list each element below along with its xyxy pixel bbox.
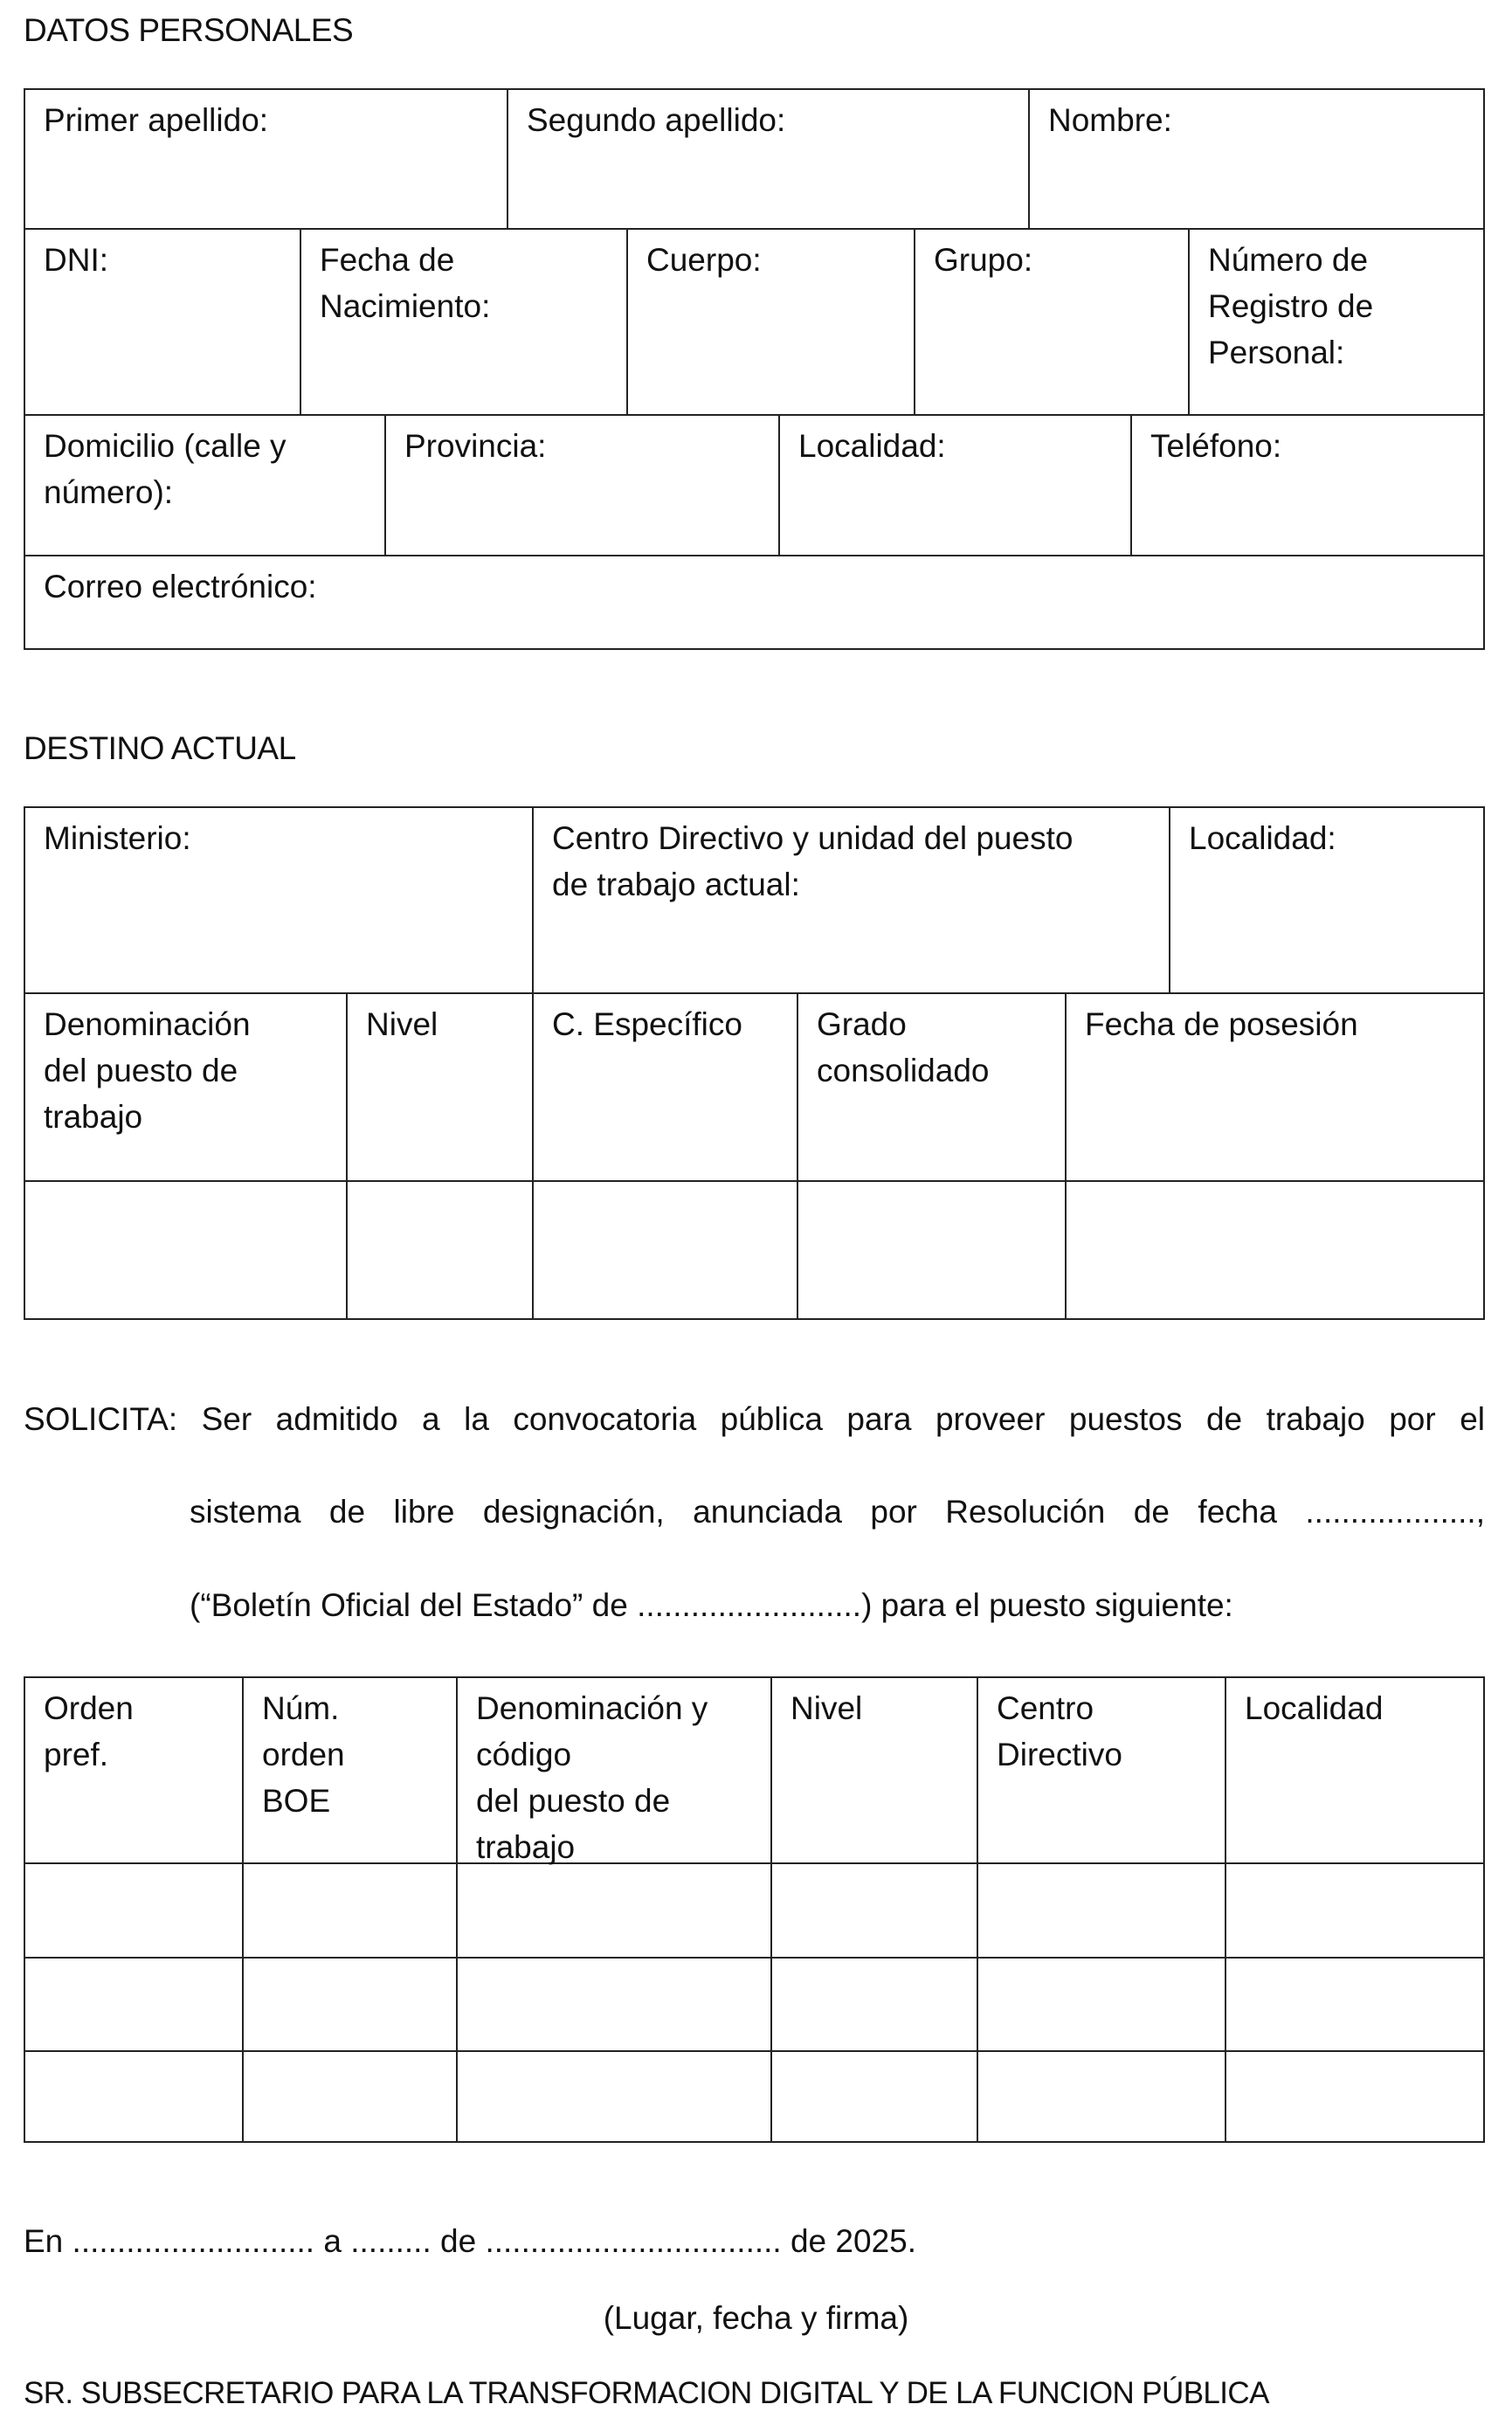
input-nivel-row-3[interactable]: [772, 2052, 978, 2143]
input-localidad-row-3[interactable]: [1226, 2052, 1485, 2143]
input-denominacion-codigo-row-3[interactable]: [458, 2052, 772, 2143]
field-segundo-apellido[interactable]: Segundo apellido:: [508, 90, 1030, 230]
field-centro-directivo[interactable]: Centro Directivo y unidad del puesto de trabajo actual:: [534, 808, 1170, 994]
header-nivel: Nivel: [348, 994, 534, 1182]
header-num-orden-boe: Núm. orden BOE: [244, 1678, 458, 1864]
input-centro-directivo-row-1[interactable]: [978, 1864, 1226, 1959]
field-grupo[interactable]: Grupo:: [915, 230, 1190, 416]
input-localidad-row-1[interactable]: [1226, 1864, 1485, 1959]
input-nivel[interactable]: [348, 1182, 534, 1320]
input-num-orden-boe-row-1[interactable]: [244, 1864, 458, 1959]
header-denominacion: Denominación del puesto de trabajo: [25, 994, 348, 1182]
input-orden-pref-row-1[interactable]: [25, 1864, 244, 1959]
input-denominacion-codigo-row-2[interactable]: [458, 1959, 772, 2052]
input-c-especifico[interactable]: [534, 1182, 798, 1320]
field-provincia[interactable]: Provincia:: [386, 416, 780, 556]
field-dni[interactable]: DNI:: [25, 230, 301, 416]
input-denominacion-codigo-row-1[interactable]: [458, 1864, 772, 1959]
input-centro-directivo-row-3[interactable]: [978, 2052, 1226, 2143]
field-nombre[interactable]: Nombre:: [1030, 90, 1485, 230]
field-localidad-destino[interactable]: Localidad:: [1170, 808, 1485, 994]
field-ministerio[interactable]: Ministerio:: [25, 808, 534, 994]
field-cuerpo[interactable]: Cuerpo:: [628, 230, 915, 416]
input-fecha-posesion[interactable]: [1067, 1182, 1485, 1320]
solicita-line-1: SOLICITA: Ser admitido a la convocatoria pública para proveer puestos de trabajo por el: [24, 1401, 1485, 1437]
section-title-destino-actual: DESTINO ACTUAL: [24, 730, 296, 766]
header-centro-directivo: Centro Directivo: [978, 1678, 1226, 1864]
header-fecha-posesion: Fecha de posesión: [1067, 994, 1485, 1182]
fecha-line: En ........................... a ......... de ................................. de 2025.: [24, 2223, 916, 2259]
input-localidad-row-2[interactable]: [1226, 1959, 1485, 2052]
field-correo-electronico[interactable]: Correo electrónico:: [25, 556, 1485, 650]
input-grado-consolidado[interactable]: [798, 1182, 1067, 1320]
section-title-datos-personales: DATOS PERSONALES: [24, 12, 354, 48]
input-num-orden-boe-row-3[interactable]: [244, 2052, 458, 2143]
field-domicilio[interactable]: Domicilio (calle y número):: [25, 416, 386, 556]
input-denominacion[interactable]: [25, 1182, 348, 1320]
firma-label: (Lugar, fecha y firma): [603, 2300, 909, 2336]
input-orden-pref-row-2[interactable]: [25, 1959, 244, 2052]
header-localidad: Localidad: [1226, 1678, 1485, 1864]
field-numero-registro-personal[interactable]: Número de Registro de Personal:: [1190, 230, 1485, 416]
input-num-orden-boe-row-2[interactable]: [244, 1959, 458, 2052]
field-primer-apellido[interactable]: Primer apellido:: [25, 90, 508, 230]
destino-table: [24, 806, 1485, 1320]
header-nivel: Nivel: [772, 1678, 978, 1864]
field-fecha-nacimiento[interactable]: Fecha de Nacimiento:: [301, 230, 628, 416]
input-orden-pref-row-3[interactable]: [25, 2052, 244, 2143]
input-nivel-row-2[interactable]: [772, 1959, 978, 2052]
header-denominacion-codigo: Denominación y código del puesto de trabajo: [458, 1678, 772, 1864]
solicita-line-3: (“Boletín Oficial del Estado” de .........................) para el puesto siguiente:: [190, 1587, 1233, 1623]
puestos-table: [24, 1676, 1485, 2143]
solicita-line-2: sistema de libre designación, anunciada por Resolución de fecha ...................,: [190, 1494, 1485, 1530]
input-nivel-row-1[interactable]: [772, 1864, 978, 1959]
field-telefono[interactable]: Teléfono:: [1132, 416, 1485, 556]
input-centro-directivo-row-2[interactable]: [978, 1959, 1226, 2052]
personal-data-table: [24, 88, 1485, 650]
field-localidad[interactable]: Localidad:: [780, 416, 1132, 556]
destinatario: SR. SUBSECRETARIO PARA LA TRANSFORMACION DIGITAL Y DE LA FUNCION PÚBLICA: [24, 2376, 1269, 2410]
header-c-especifico: C. Específico: [534, 994, 798, 1182]
header-orden-pref: Orden pref.: [25, 1678, 244, 1864]
header-grado-consolidado: Grado consolidado: [798, 994, 1067, 1182]
